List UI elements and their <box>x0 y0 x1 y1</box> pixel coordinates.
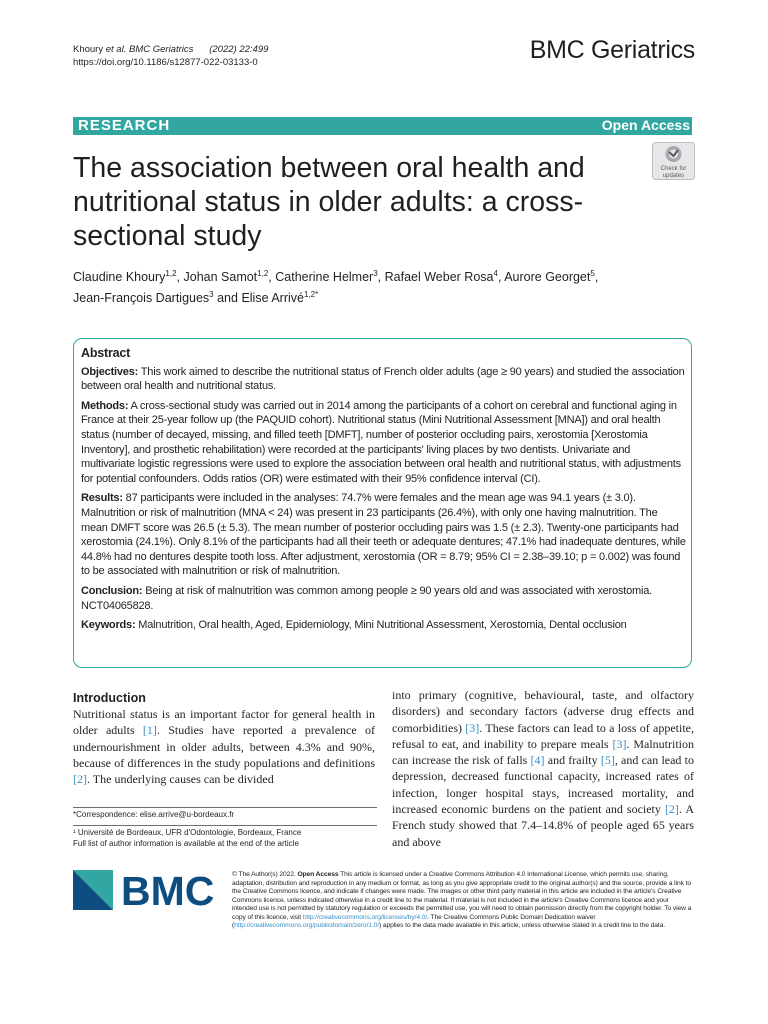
intro-text: Nutritional status is an important factor for general health in older adults <box>73 707 375 738</box>
intro-text: . These factors can lead to a loss of appetite, refusal to eat, and inability to prepare meals <box>392 720 694 751</box>
methods-label: Methods: <box>81 399 129 412</box>
author-name[interactable]: Jean-François Dartigues <box>73 291 210 306</box>
open-access-label: Open Access <box>601 117 690 133</box>
author-list: Claudine Khoury$^{1,2}$, Johan Samot$^{1,2}$, Catherine Helmer$^3$, Rafael Weber Rosa$^4$, Aurore Georget$^5$, Jean-François Dartigues$^3$ and Elise Arrivé$^{1,2*}$ <box>73 269 599 306</box>
keywords-text: Malnutrition, Oral health, Aged, Epidemiology, Mini Nutritional Assessment, Xerostomia, Dental occlusion <box>138 619 627 632</box>
crossmark-line1: Check for <box>660 166 687 172</box>
abstract-heading: Abstract <box>81 346 131 360</box>
author-name[interactable]: Catherine Helmer <box>275 270 374 285</box>
abstract-methods <box>81 399 686 487</box>
author-info-note: Full list of author information is available at the end of the article <box>73 839 299 848</box>
conclusion-text: Being at risk of malnutrition was common among people ≥ 90 years old and was associated with xerostomia. NCT04065828. <box>81 584 652 612</box>
journal-name: BMC Geriatrics <box>529 36 695 64</box>
affiliation-note: ¹ Université de Bordeaux, UFR d'Odontologie, Bordeaux, France <box>73 828 302 837</box>
license-body: This article is licensed under a Creative Commons Attribution 4.0 International License, which permits use, sharing, adaptation, distribution and reproduction in any medium or format, as long as you give appropriate credit to the original author(s) and the source, provide a link to the Creative Commons licence, and indicate if changes were made. The images or other third party material in this article are included in the article's Creative Commons licence, unless indicated otherwise in a credit line to the material. If material is not included in the article's Creative Commons licence and your intended use is not permitted by statutory regulation or exceeds the permitted use, you will need to obtain permission directly from the copyright holder. To view a copy of this licence, visit <box>232 871 692 921</box>
author-name[interactable]: Aurore Georget <box>504 270 591 285</box>
author-name[interactable]: Johan Samot <box>183 270 258 285</box>
article-title: The association between oral health and nutritional status in older adults: a cross-sectional study <box>73 152 585 252</box>
objectives-text: This work aimed to describe the nutritional status of French older adults (age ≥ 90 years) and studied the association between oral health and nutritional status. <box>81 365 685 393</box>
section-label: RESEARCH <box>78 117 171 134</box>
keywords-label: Keywords: <box>81 619 136 632</box>
author-affiliation: 1,2 <box>165 269 177 278</box>
footnote-divider <box>73 825 377 826</box>
citation-journal: et al. BMC Geriatrics <box>105 44 194 55</box>
intro-column-right <box>392 687 694 850</box>
conclusion-label: Conclusion: <box>81 584 143 597</box>
ref-link[interactable]: [3] <box>612 736 627 751</box>
ref-link[interactable]: [2] <box>664 802 679 817</box>
intro-text: . Malnutrition can increase the risk of falls <box>392 736 694 768</box>
results-label: Results: <box>81 492 123 505</box>
intro-text: . Studies have reported a prevalence of undernourishment in older adults, between 4.3% and 90%, because of differences in the study populations and definitions <box>73 723 375 770</box>
citation-volume: (2022) 22:499 <box>209 44 269 55</box>
author-affiliation: 1,2 <box>257 269 269 278</box>
intro-paragraph-left <box>73 706 375 787</box>
author-name[interactable]: Claudine Khoury <box>73 270 166 285</box>
bmc-logo <box>73 870 223 910</box>
abstract-objectives <box>81 365 686 394</box>
intro-text: , and can lead to depression, decreased functional capacity, increased rates of infection, longer hospital stays, increased mortality, and increased economic burdens on the patient and society <box>392 753 694 817</box>
citation-authors: Khoury <box>73 44 104 55</box>
crossmark-line2: updates <box>662 173 685 179</box>
author-name[interactable]: Elise Arrivé <box>241 291 304 306</box>
license-open-access: Open Access <box>297 871 339 878</box>
license-text <box>232 871 694 931</box>
abstract-keywords <box>81 618 686 633</box>
author-affiliation: 1,2* <box>303 290 319 300</box>
intro-text: into primary (cognitive, behavioural, taste, and olfactory disorders) and secondary factors (adverse drug effects and comorbidities) <box>392 688 694 735</box>
footnote-divider <box>73 807 377 808</box>
abstract-results <box>81 491 686 579</box>
objectives-label: Objectives: <box>81 365 139 378</box>
ref-link[interactable]: [4] <box>530 753 545 768</box>
license-body: ) applies to the data made available in this article, unless otherwise stated in a credit line to the data. <box>379 922 665 929</box>
intro-column-left <box>73 690 375 787</box>
correspondence-note: *Correspondence: elise.arrive@u-bordeaux.fr <box>73 810 235 819</box>
intro-text: and frailty <box>544 753 601 768</box>
ref-link[interactable]: [5] <box>600 753 615 768</box>
intro-heading: Introduction <box>73 691 146 705</box>
abstract-content <box>81 346 686 638</box>
citation-header <box>73 43 268 69</box>
logo-text: BMC <box>121 870 215 910</box>
intro-text: . A French study showed that 7.4–14.8% of people aged 65 years and above <box>392 802 694 849</box>
license-link[interactable]: http://creativecommons.org/licenses/by/4.0/ <box>302 913 428 921</box>
license-body: . The Creative Commons Public Domain Dedication waiver ( <box>232 913 596 929</box>
author-affiliation: 3 <box>373 269 378 278</box>
check-for-updates-icon[interactable] <box>652 142 695 180</box>
author-affiliation: 4 <box>493 269 498 278</box>
copyright: © The Author(s) 2022. <box>232 871 296 878</box>
author-affiliation: 3 <box>209 290 214 300</box>
doi-link[interactable]: https://doi.org/10.1186/s12877-022-03133-0 <box>73 57 258 68</box>
author-name[interactable]: Rafael Weber Rosa <box>384 270 494 285</box>
ref-link[interactable]: [3] <box>465 720 480 735</box>
ref-link[interactable]: [1] <box>142 723 157 738</box>
public-domain-link[interactable]: http://creativecommons.org/publicdomain/zero/1.0/ <box>234 922 380 929</box>
abstract-conclusion <box>81 584 686 613</box>
intro-text: . The underlying causes can be divided <box>87 772 274 787</box>
results-text: 87 participants were included in the analyses: 74.7% were females and the mean age was 94.1 years (± 3.0). Malnutrition or risk of malnutrition (MNA < 24) was present in 23 participants (26.4%), with only one having malnutrition. The mean DMFT score was 26.5 (± 5.3). The mean number of posterior occluding pairs was 1.5 (± 2.3). Twenty-one participants had xerostomia (24.1%). Only 8.1% of the participants had all their teeth or adequate dentures; 47.1% had inadequate dentures, while 44.8% had no dentures despite tooth loss. After adjustment, xerostomia (OR = 8.79; 95% CI = 2.38–39.10; p = 0.002) was found to be associated with malnutrition or risk of malnutrition. <box>81 492 686 578</box>
author-affiliation: 5 <box>590 269 595 278</box>
intro-paragraph-right <box>392 687 694 850</box>
ref-link[interactable]: [2] <box>73 772 87 787</box>
methods-text: A cross-sectional study was carried out in 2014 among the participants of a cohort on cerebral and functional aging in France at their 25-year follow up (the PAQUID cohort). Nutritional status (Mini Nutritional Assessment [MNA]) and oral health status (number of decayed, missing, and filled teeth [DMFT], number of posterior occluding pairs, xerostomia [Xerostomia Inventory], and prosthetic rehabilitation) were recorded at the participants' living places by two dentists. Univariate and multivariate logistic regressions were used to explore the association between oral health and nutritional status, with adjustments for potential confounders. Odds ratios (OR) were estimated with their 95% confidence interval (CI). <box>81 399 681 485</box>
